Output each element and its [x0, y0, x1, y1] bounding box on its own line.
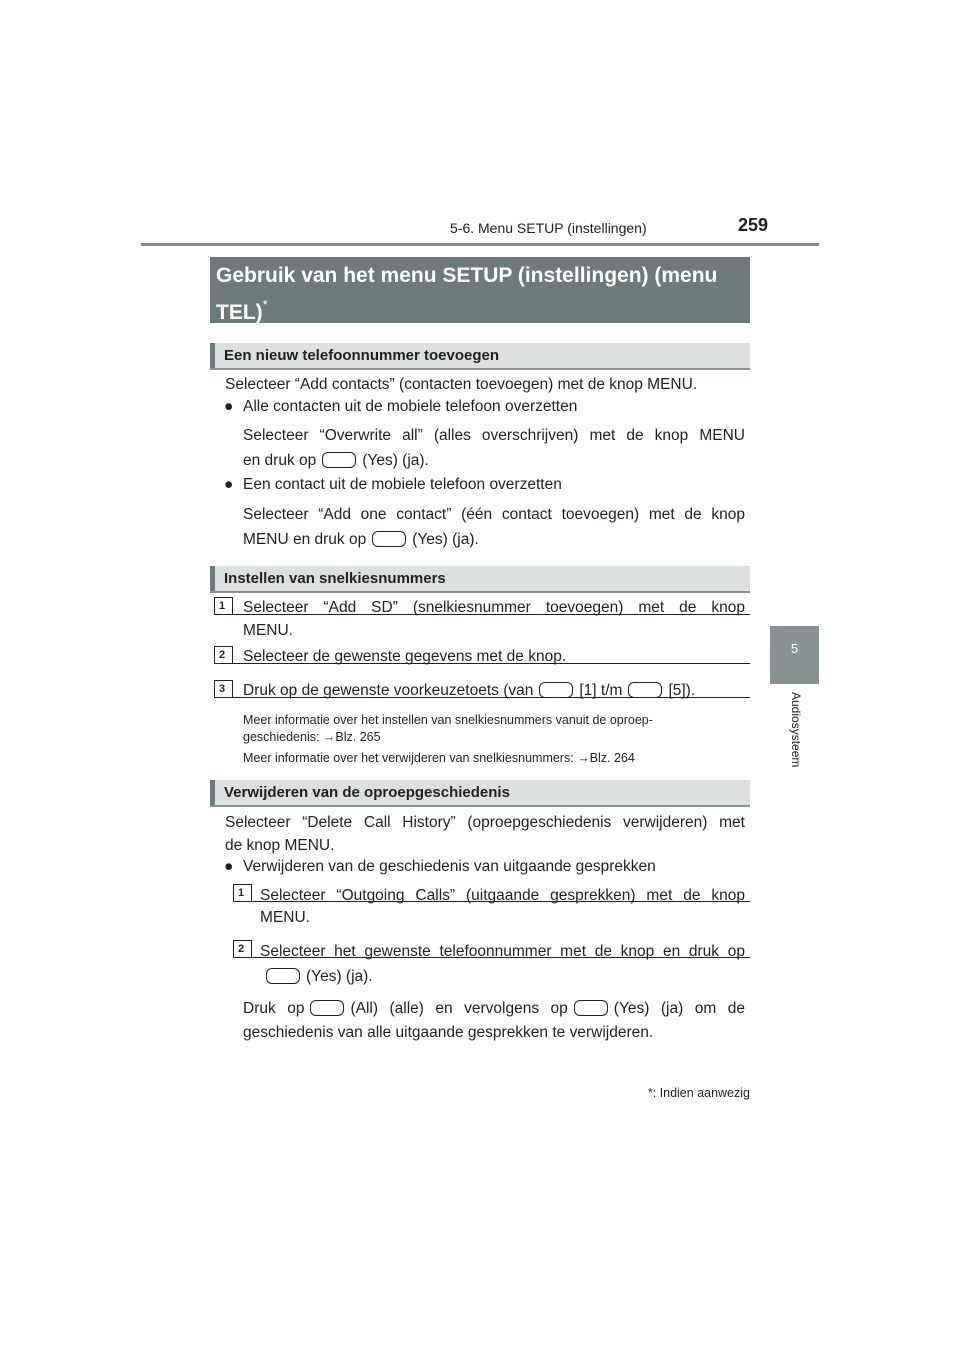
paragraph: Selecteer “Add contacts” (contacten toevoegen) met de knop MENU. [225, 376, 698, 393]
chapter-tab-label: Audiosysteem [789, 692, 803, 768]
section-heading-add-number: Een nieuw telefoonnummer toevoegen [210, 343, 750, 370]
yes-button-icon [322, 452, 356, 468]
step-number: 1 [214, 597, 233, 615]
paragraph: (Yes) (ja). [260, 966, 745, 988]
footnote-mark: * [262, 297, 268, 312]
step-number: 1 [233, 884, 252, 902]
yes-button-icon [372, 531, 406, 547]
step-number: 2 [233, 940, 252, 958]
paragraph: Selecteer “Add SD” (snelkiesnummer toevoegen) met de knop [243, 599, 745, 616]
section-heading-delete-history: Verwijderen van de oproepgeschiedenis [210, 780, 750, 807]
yes-button-icon [574, 1000, 608, 1016]
all-button-icon [310, 1000, 344, 1016]
note: Meer informatie over het verwijderen van snelkiesnummers: →Blz. 264 [243, 751, 635, 765]
running-header-section: 5-6. Menu SETUP (instellingen) [450, 220, 647, 236]
page-number: 259 [738, 215, 769, 235]
paragraph: Druk op de gewenste voorkeuzetoets (van [1] t/m [5]). [243, 682, 696, 699]
step-number: 2 [214, 646, 233, 664]
preset-button-icon [628, 682, 662, 698]
paragraph: Selecteer de gewenste gegevens met de knop. [243, 648, 567, 665]
paragraph: MENU en druk op (Yes) (ja). [243, 531, 479, 548]
preset-button-icon [539, 682, 573, 698]
paragraph: MENU. [260, 909, 310, 926]
note: Meer informatie over het instellen van snelkiesnummers vanuit de oproep- geschiedenis: →Blz. 265 [243, 713, 653, 744]
page-title: Gebruik van het menu SETUP (instellingen) (menu TEL)* [210, 257, 750, 323]
step-number: 3 [214, 680, 233, 698]
paragraph: Selecteer “Add one contact” (één contact toevoegen) met de knop [243, 506, 745, 523]
header-rule [141, 243, 819, 246]
paragraph: MENU. [243, 622, 293, 639]
yes-button-icon [266, 968, 300, 984]
chapter-tab-number: 5 [790, 641, 799, 656]
paragraph: Selecteer “Outgoing Calls” (uitgaande gesprekken) met de knop [260, 887, 745, 904]
paragraph: Selecteer het gewenste telefoonnummer met de knop en druk op [260, 943, 745, 960]
footnote: *: Indien aanwezig [647, 1086, 750, 1100]
paragraph: Selecteer “Overwrite all” (alles overschrijven) met de knop MENU [243, 427, 745, 444]
paragraph: Druk op (All) (alle) en vervolgens op (Yes) (ja) om de [243, 1000, 745, 1017]
paragraph: geschiedenis van alle uitgaande gesprekken te verwijderen. [243, 1024, 654, 1041]
paragraph: Selecteer “Delete Call History” (oproepgeschiedenis verwijderen) met [225, 814, 745, 831]
paragraph: en druk op (Yes) (ja). [243, 452, 429, 469]
section-heading-speed-dial: Instellen van snelkiesnummers [210, 566, 750, 593]
paragraph: de knop MENU. [225, 837, 335, 854]
footnote-mark: * [647, 1086, 653, 1100]
